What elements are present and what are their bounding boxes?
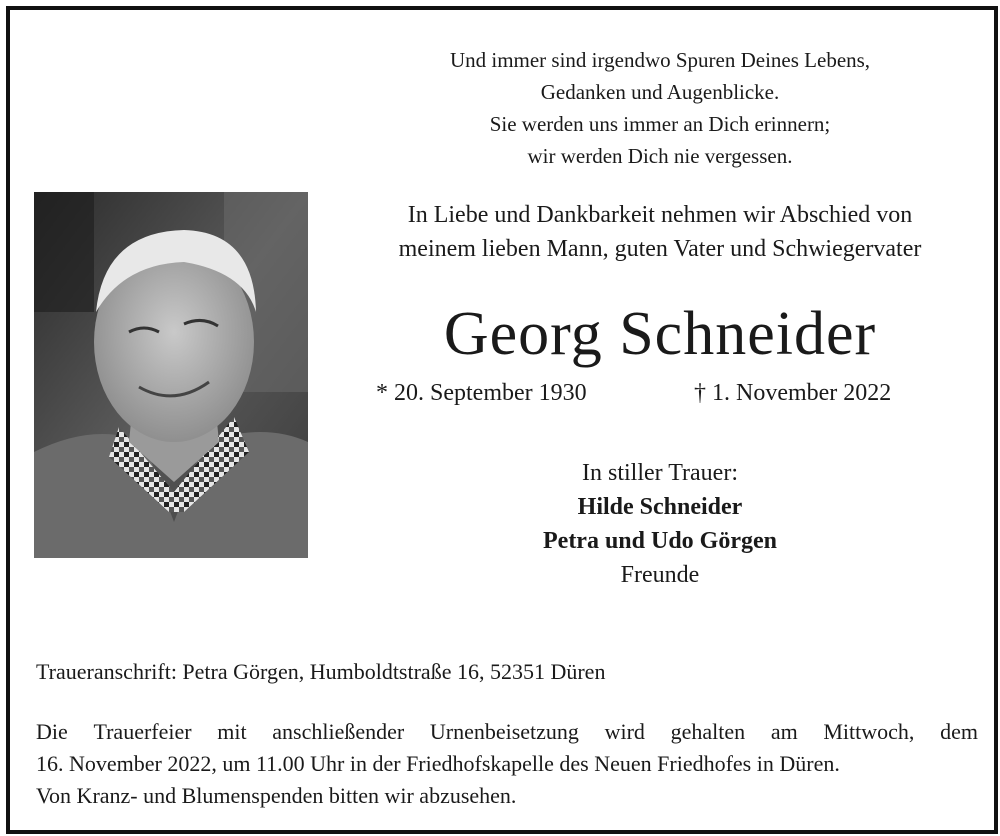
birth-date: * 20. September 1930 (376, 380, 587, 406)
poem-line: wir werden Dich nie vergessen. (527, 144, 793, 168)
funeral-word: mit (217, 719, 247, 744)
farewell-intro (330, 198, 990, 266)
funeral-word: anschließender (272, 719, 405, 744)
funeral-word: Urnenbeisetzung (429, 719, 579, 744)
funeral-word: Mittwoch, (823, 719, 915, 744)
funeral-word: gehalten (670, 719, 746, 744)
funeral-word: Trauerfeier (93, 719, 192, 744)
mourner-name: Petra und Udo Görgen (543, 528, 777, 554)
mourners (330, 456, 990, 592)
intro-line: In Liebe und Dankbarkeit nehmen wir Abschied von (407, 202, 913, 228)
funeral-word: Die (36, 719, 68, 744)
poem (340, 44, 980, 172)
poem-line: Und immer sind irgendwo Spuren Deines Lebens, (449, 48, 871, 72)
funeral-line-3: Von Kranz- und Blumenspenden bitten wir abzusehen. (36, 783, 517, 808)
portrait-photo (34, 192, 308, 558)
funeral-word: wird (604, 719, 645, 744)
mourning-address: Traueranschrift: Petra Görgen, Humboldtstraße 16, 52351 Düren (36, 659, 606, 684)
portrait-photo-icon (34, 192, 308, 558)
funeral-line-1 (36, 716, 978, 748)
poem-line: Sie werden uns immer an Dich erinnern; (489, 112, 831, 136)
death-date: † 1. November 2022 (694, 380, 892, 406)
funeral-word: dem (940, 719, 978, 744)
intro-line: meinem lieben Mann, guten Vater und Schwiegervater (398, 236, 922, 262)
mourner-name: Hilde Schneider (577, 494, 743, 520)
funeral-info (36, 716, 978, 812)
funeral-word: am (770, 719, 798, 744)
mourners-others: Freunde (620, 562, 700, 588)
funeral-line-2: 16. November 2022, um 11.00 Uhr in der Friedhofskapelle des Neuen Friedhofes in Düren. (36, 751, 840, 776)
poem-line: Gedanken und Augenblicke. (540, 80, 780, 104)
deceased-name: Georg Schneider (443, 300, 877, 368)
obituary-frame (6, 6, 998, 834)
mourners-heading: In stiller Trauer: (582, 460, 738, 486)
